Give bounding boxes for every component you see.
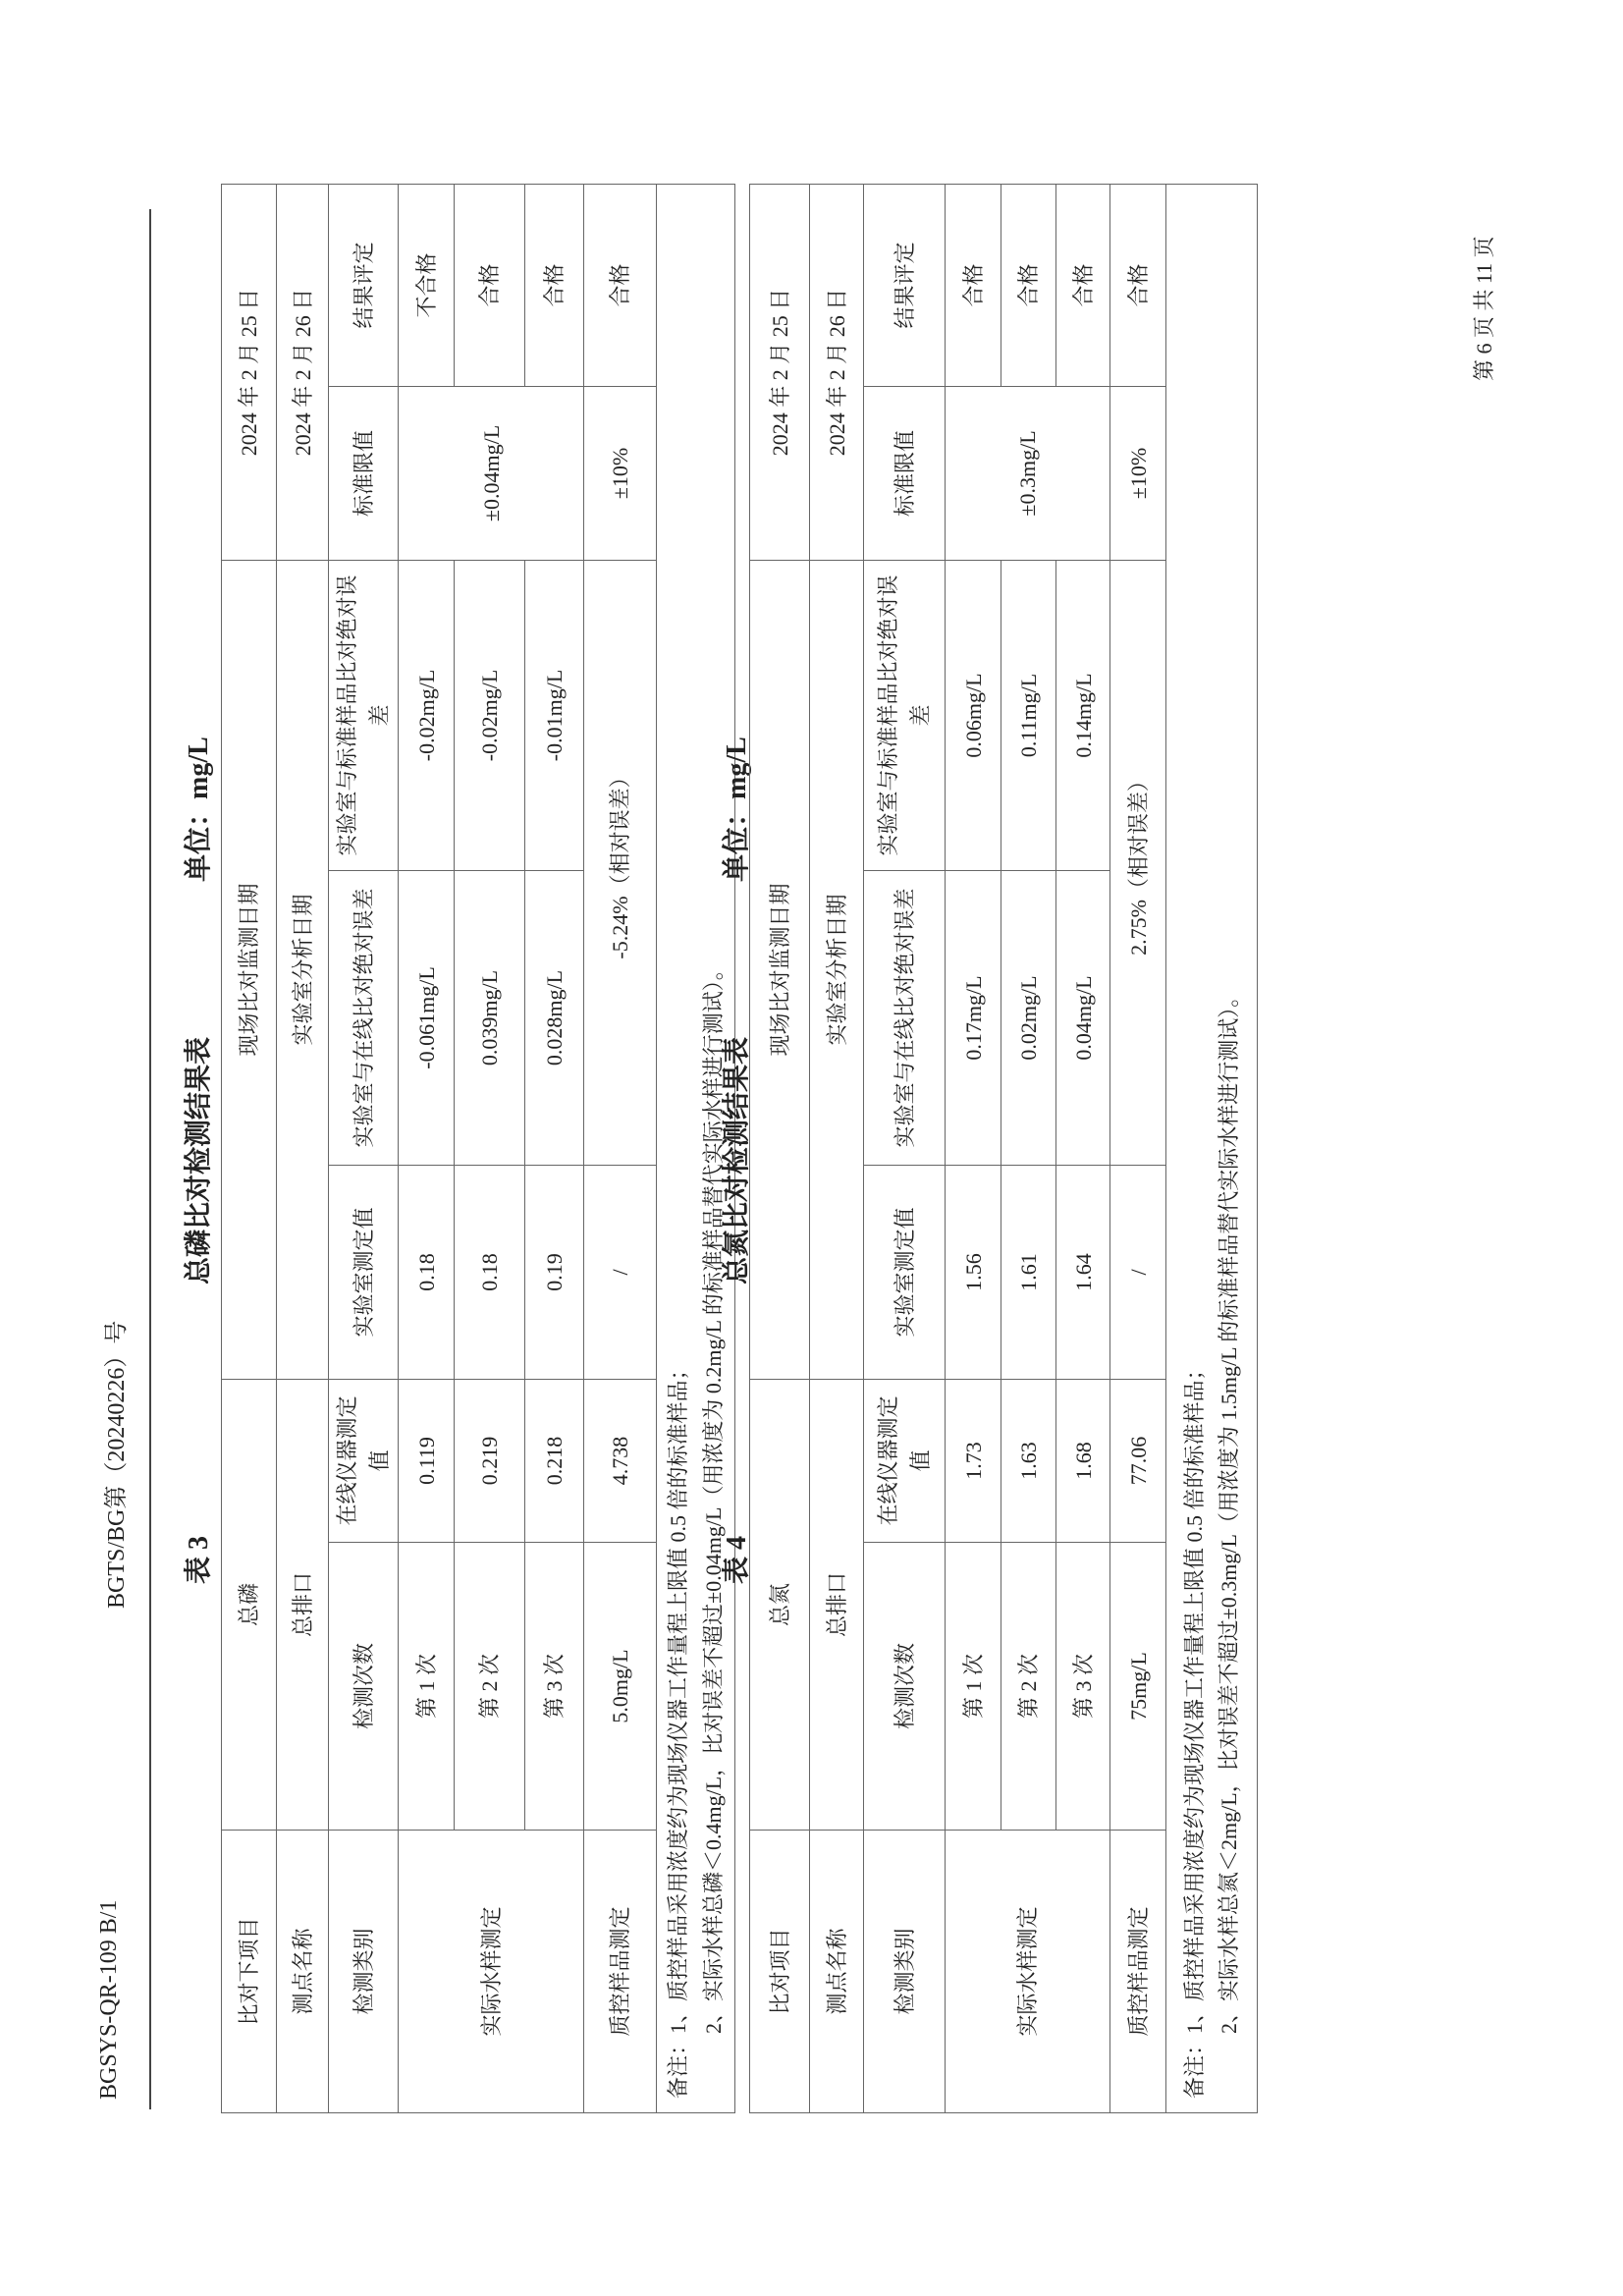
cell: -5.24%（相对误差） — [584, 560, 657, 1165]
cell: 1.61 — [1001, 1165, 1056, 1379]
column-header: 在线仪器测定值 — [329, 1379, 399, 1542]
label-cell: 实验室分析日期 — [810, 560, 864, 1379]
value-cell: 总排口 — [810, 1379, 864, 1830]
category-cell: 实际水样测定 — [946, 1831, 1110, 2113]
label-cell: 现场比对监测日期 — [750, 560, 810, 1379]
column-header: 实验室与在线比对绝对误差 — [864, 870, 946, 1165]
result-cell: 合格 — [525, 184, 584, 386]
cell: -0.02mg/L — [455, 560, 525, 870]
result-cell: 合格 — [946, 184, 1001, 386]
column-header: 结果评定 — [329, 184, 399, 386]
cell: 0.17mg/L — [946, 870, 1001, 1165]
note-line: 备注：1、质控样品采用浓度约为现场仪器工作量程上限值 0.5 倍的标准样品； — [1181, 1358, 1207, 2099]
label-cell: 比对下项目 — [222, 1831, 277, 2113]
label-cell: 实验室分析日期 — [277, 560, 329, 1379]
limit-cell: ±0.3mg/L — [946, 386, 1110, 560]
header-row — [864, 184, 946, 2112]
cell: 0.219 — [455, 1379, 525, 1542]
value-cell: 总氮 — [750, 1379, 810, 1830]
cell: 0.039mg/L — [455, 870, 525, 1165]
cell: 第 3 次 — [525, 1543, 584, 1831]
date-cell: 2024 年 2 月 26 日 — [810, 184, 864, 560]
info-row — [750, 184, 810, 2112]
table4-total-nitrogen — [749, 184, 1258, 2113]
table3-label: 表 3 — [184, 1535, 214, 1584]
value-cell: 总磷 — [222, 1379, 277, 1830]
table4-title: 总氮比对检测结果表 — [722, 1036, 752, 1285]
table4-label: 表 4 — [722, 1535, 752, 1584]
cell: 0.18 — [455, 1165, 525, 1379]
label-cell: 测点名称 — [277, 1831, 329, 2113]
cell: 第 1 次 — [399, 1543, 455, 1831]
cell: 1.68 — [1056, 1379, 1110, 1542]
qc-row — [1110, 184, 1166, 2112]
result-cell: 不合格 — [399, 184, 455, 386]
column-header: 实验室与标准样品比对绝对误差 — [329, 560, 399, 870]
table-row — [946, 184, 1001, 2112]
header-row — [329, 184, 399, 2112]
result-cell: 合格 — [584, 184, 657, 386]
result-cell: 合格 — [1056, 184, 1110, 386]
notes-row — [1166, 184, 1258, 2112]
cell: 0.14mg/L — [1056, 560, 1110, 870]
date-cell: 2024 年 2 月 25 日 — [222, 184, 277, 560]
column-header: 检测类别 — [329, 1831, 399, 2113]
cell: / — [584, 1165, 657, 1379]
label-cell: 比对项目 — [750, 1831, 810, 2113]
limit-cell: ±0.04mg/L — [399, 386, 584, 560]
result-cell: 合格 — [1001, 184, 1056, 386]
table3-total-phosphorus — [221, 184, 735, 2113]
cell: / — [1110, 1165, 1166, 1379]
cell: 77.06 — [1110, 1379, 1166, 1542]
limit-cell: ±10% — [1110, 386, 1166, 560]
cell: 第 2 次 — [455, 1543, 525, 1831]
table-row — [399, 184, 455, 2112]
column-header: 实验室测定值 — [864, 1165, 946, 1379]
category-cell: 质控样品测定 — [584, 1831, 657, 2113]
table4-unit: 单位：mg/L — [722, 737, 752, 882]
header-divider — [149, 209, 151, 2109]
cell: 0.06mg/L — [946, 560, 1001, 870]
report-number: BGTS/BG第（20240226）号 — [104, 1320, 130, 1609]
cell: 0.11mg/L — [1001, 560, 1056, 870]
column-header: 结果评定 — [864, 184, 946, 386]
cell: 0.04mg/L — [1056, 870, 1110, 1165]
result-cell: 合格 — [1110, 184, 1166, 386]
column-header: 实验室与在线比对绝对误差 — [329, 870, 399, 1165]
result-cell: 合格 — [455, 184, 525, 386]
cell: 第 2 次 — [1001, 1543, 1056, 1831]
cell: -0.01mg/L — [525, 560, 584, 870]
cell: 0.218 — [525, 1379, 584, 1542]
info-row — [810, 184, 864, 2112]
cell: 0.19 — [525, 1165, 584, 1379]
column-header: 标准限值 — [864, 386, 946, 560]
category-cell: 实际水样测定 — [399, 1831, 584, 2113]
form-code: BGSYS-QR-109 B/1 — [96, 1899, 122, 2100]
table3-title: 总磷比对检测结果表 — [184, 1036, 214, 1285]
column-header: 在线仪器测定值 — [864, 1379, 946, 1542]
column-header: 检测次数 — [329, 1543, 399, 1831]
cell: 2.75%（相对误差） — [1110, 560, 1166, 1165]
cell: 5.0mg/L — [584, 1543, 657, 1831]
note-line: 备注：1、质控样品采用浓度约为现场仪器工作量程上限值 0.5 倍的标准样品； — [666, 1358, 691, 2099]
note-line: 2、实际水样总氮＜2mg/L，比对误差不超过±0.3mg/L（用浓度为 1.5mg/L 的标准样品替代实际水样进行测试）。 — [1217, 985, 1241, 2034]
cell: 1.64 — [1056, 1165, 1110, 1379]
category-cell: 质控样品测定 — [1110, 1831, 1166, 2113]
table3-unit: 单位：mg/L — [184, 737, 214, 882]
cell: 0.18 — [399, 1165, 455, 1379]
note-line: 2、实际水样总磷＜0.4mg/L，比对误差不超过±0.04mg/L（用浓度为 0.2mg/L 的标准样品替代实际水样进行测试）。 — [700, 958, 726, 2034]
limit-cell: ±10% — [584, 386, 657, 560]
cell: -0.061mg/L — [399, 870, 455, 1165]
label-cell: 测点名称 — [810, 1831, 864, 2113]
column-header: 检测类别 — [864, 1831, 946, 2113]
cell: 4.738 — [584, 1379, 657, 1542]
notes-cell — [1166, 184, 1258, 2112]
label-cell: 现场比对监测日期 — [222, 560, 277, 1379]
cell: 1.63 — [1001, 1379, 1056, 1542]
cell: 第 1 次 — [946, 1543, 1001, 1831]
cell: 0.02mg/L — [1001, 870, 1056, 1165]
cell: 75mg/L — [1110, 1543, 1166, 1831]
date-cell: 2024 年 2 月 25 日 — [750, 184, 810, 560]
cell: -0.02mg/L — [399, 560, 455, 870]
cell: 1.73 — [946, 1379, 1001, 1542]
column-header: 实验室与标准样品比对绝对误差 — [864, 560, 946, 870]
cell: 1.56 — [946, 1165, 1001, 1379]
column-header: 检测次数 — [864, 1543, 946, 1831]
column-header: 实验室测定值 — [329, 1165, 399, 1379]
page-number: 第 6 页 共 11 页 — [1472, 236, 1496, 381]
cell: 0.119 — [399, 1379, 455, 1542]
cell: 第 3 次 — [1056, 1543, 1110, 1831]
info-row — [277, 184, 329, 2112]
column-header: 标准限值 — [329, 386, 399, 560]
qc-row — [584, 184, 657, 2112]
cell: 0.028mg/L — [525, 870, 584, 1165]
date-cell: 2024 年 2 月 26 日 — [277, 184, 329, 560]
info-row — [222, 184, 277, 2112]
value-cell: 总排口 — [277, 1379, 329, 1830]
